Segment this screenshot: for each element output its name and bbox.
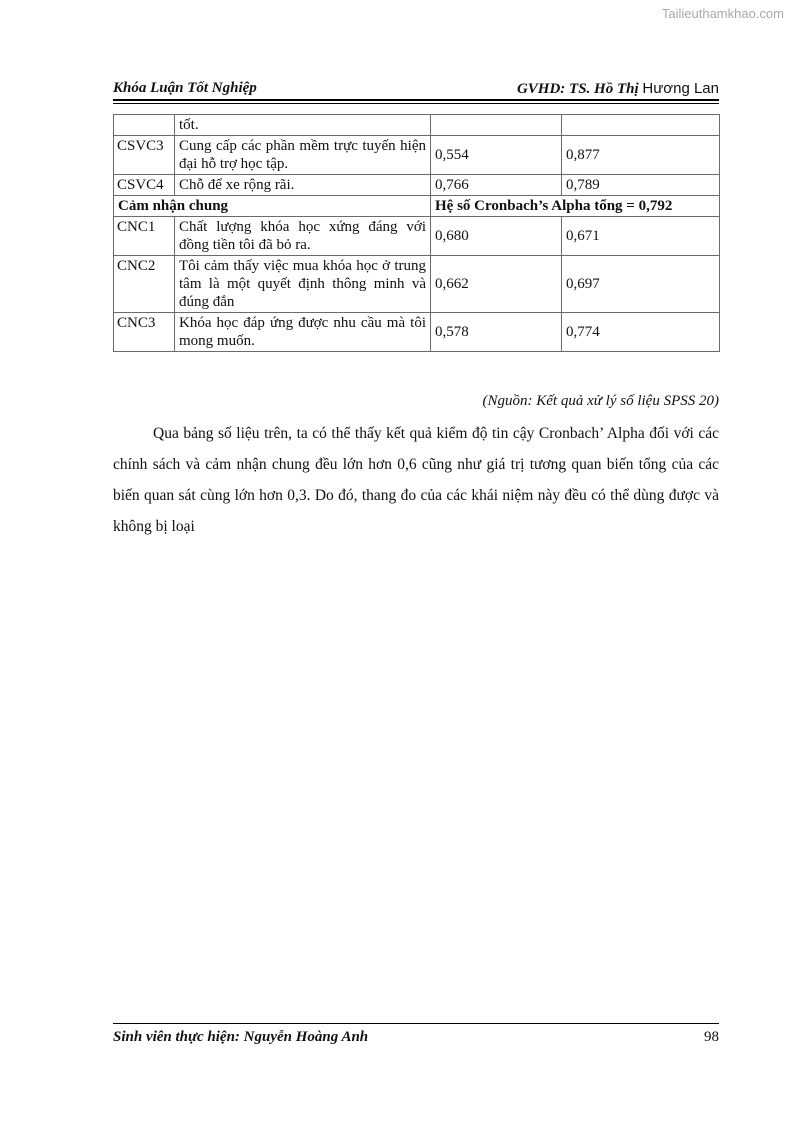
header-advisor bbox=[517, 80, 719, 98]
scale-mean-cell: 0,662 bbox=[431, 256, 562, 313]
reliability-table-body bbox=[114, 115, 720, 352]
footer-rule bbox=[113, 1023, 719, 1024]
header-rule-thin bbox=[113, 103, 719, 104]
code-cell: CNC3 bbox=[114, 313, 175, 352]
header-advisor-name: Hương Lan bbox=[642, 80, 719, 97]
table-row bbox=[114, 313, 720, 352]
header-rule-thick bbox=[113, 99, 719, 101]
description-cell: Cung cấp các phần mềm trực tuyến hiện đại hỗ trợ học tập. bbox=[175, 136, 431, 175]
code-cell: CNC2 bbox=[114, 256, 175, 313]
description-cell: Tôi cảm thấy việc mua khóa học ở trung tâm là một quyết định thông minh và đúng đắn bbox=[175, 256, 431, 313]
table-row bbox=[114, 115, 720, 136]
table-group-row bbox=[114, 196, 720, 217]
code-cell: CSVC4 bbox=[114, 175, 175, 196]
table-row bbox=[114, 217, 720, 256]
description-cell: tốt. bbox=[175, 115, 431, 136]
reliability-table bbox=[113, 114, 720, 352]
alpha-if-deleted-cell: 0,877 bbox=[562, 136, 720, 175]
alpha-if-deleted-cell: 0,697 bbox=[562, 256, 720, 313]
scale-mean-cell: 0,578 bbox=[431, 313, 562, 352]
group-title-cell: Cảm nhận chung bbox=[114, 196, 431, 217]
table-row bbox=[114, 256, 720, 313]
header-advisor-prefix: GVHD: TS. Hồ Thị bbox=[516, 81, 639, 97]
page-header bbox=[113, 80, 719, 98]
description-cell: Khóa học đáp ứng được nhu cầu mà tôi mong muốn. bbox=[175, 313, 431, 352]
scale-mean-cell bbox=[431, 115, 562, 136]
body-paragraph: Qua bảng số liệu trên, ta có thể thấy kết quả kiểm độ tin cậy Cronbach’ Alpha đối với các chính sách và cảm nhận chung đều lớn hơn 0,6 cũng như giá trị tương quan biến tổng của các biến quan sát cùng lớn hơn 0,3. Do đó, thang đo của các khái niệm này đều có thể dùng được và không bị loại bbox=[113, 425, 719, 535]
alpha-if-deleted-cell bbox=[562, 115, 720, 136]
alpha-if-deleted-cell: 0,774 bbox=[562, 313, 720, 352]
scale-mean-cell: 0,680 bbox=[431, 217, 562, 256]
code-cell bbox=[114, 115, 175, 136]
table-source-note: (Nguồn: Kết quả xử lý số liệu SPSS 20) bbox=[482, 393, 719, 409]
scale-mean-cell: 0,766 bbox=[431, 175, 562, 196]
alpha-if-deleted-cell: 0,789 bbox=[562, 175, 720, 196]
table-row bbox=[114, 136, 720, 175]
table-row bbox=[114, 175, 720, 196]
description-cell: Chất lượng khóa học xứng đáng với đồng tiền tôi đã bỏ ra. bbox=[175, 217, 431, 256]
code-cell: CNC1 bbox=[114, 217, 175, 256]
code-cell: CSVC3 bbox=[114, 136, 175, 175]
group-alpha-cell: Hệ số Cronbach’s Alpha tổng = 0,792 bbox=[431, 196, 720, 217]
description-cell: Chỗ để xe rộng rãi. bbox=[175, 175, 431, 196]
page-number: 98 bbox=[704, 1029, 719, 1045]
scale-mean-cell: 0,554 bbox=[431, 136, 562, 175]
watermark-text: Tailieuthamkhao.com bbox=[661, 6, 784, 21]
alpha-if-deleted-cell: 0,671 bbox=[562, 217, 720, 256]
header-thesis-title: Khóa Luận Tốt Nghiệp bbox=[113, 80, 257, 96]
footer-student: Sinh viên thực hiện: Nguyễn Hoàng Anh bbox=[113, 1029, 369, 1045]
